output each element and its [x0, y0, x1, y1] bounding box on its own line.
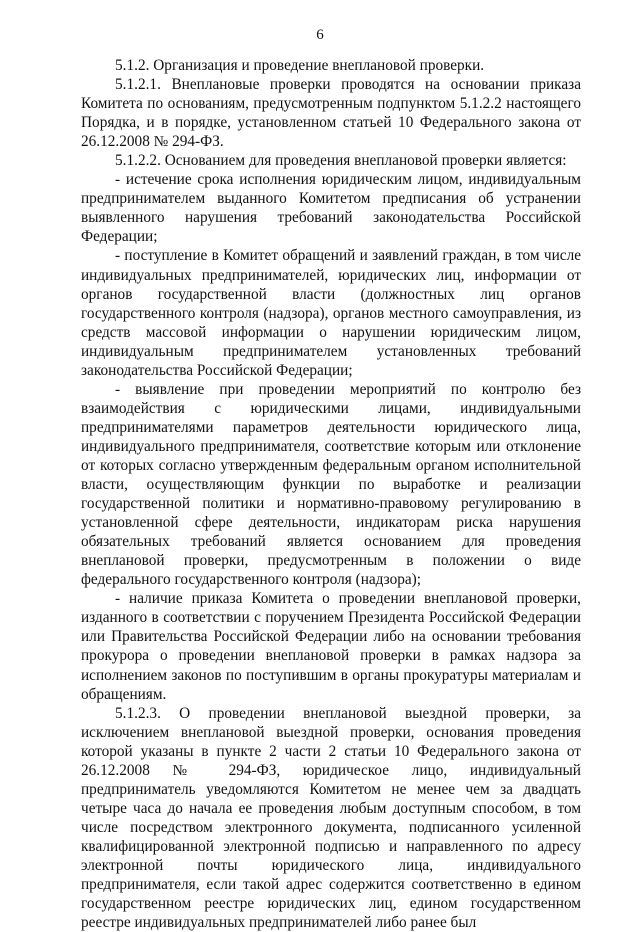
page-number: 6 — [316, 27, 324, 43]
list-item-risk-indicators: - выявление при проведении мероприятий по контролю без взаимодействия с юридическими лицами, индивидуальными предпринимателями параметров деятельности юридического лица, индивидуального предпринимателя, соответствие которым или отклонение от которых согласно утвержденным федеральным органом исполнительной власти, осуществляющим функции по выработке и реализации государственной политики и нормативно-правовому регулированию в установленной сфере деятельности, индикаторам риска нарушения обязательных требований является основанием для проведения внеплановой проверки, предусмотренным в положении о виде федерального государственного контроля (надзора); — [81, 380, 581, 589]
paragraph-5-1-2-1: 5.1.2.1. Внеплановые проверки проводятся на основании приказа Комитета по основаниям, предусмотренным подпунктом 5.1.2.2 настоящего Порядка, и в порядке, установленном статьей 10 Федерального закона от 26.12.2008 № 294-ФЗ. — [81, 76, 581, 151]
list-item-citizen-appeals: - поступление в Комитет обращений и заявлений граждан, в том числе индивидуальных предпринимателей, юридических лиц, информации от органов государственной власти (должностных лиц органов государственного контроля (надзора), органов местного самоуправления, из средств массовой информации о нарушении юридическим лицом, индивидуальным предпринимателем установленных требований законодательства Российской Федерации; — [81, 247, 581, 379]
paragraph-5-1-2-2: 5.1.2.2. Основанием для проведения внеплановой проверки является: — [115, 152, 567, 170]
paragraph-5-1-2-3: 5.1.2.3. О проведении внеплановой выездной проверки, за исключением внеплановой выездной проверки, основания проведения которой указаны в пункте 2 части 2 статьи 10 Федерального закона от 26.12.2008 № 294-ФЗ, юридическое лицо, индивидуальный предприниматель уведомляются Комитетом не менее чем за двадцать четыре часа до начала ее проведения любым доступным способом, в том числе посредством электронного документа, подписанного усиленной квалифицированной электронной подписью и направленного по адресу электронной почты юридического лица, индивидуального предпринимателя, если такой адрес содержится соответственно в едином государственном реестре юридических лиц, едином государственном реестре индивидуальных предпринимателей либо ранее был — [81, 704, 581, 932]
list-item-committee-order: - наличие приказа Комитета о проведении внеплановой проверки, изданного в соответствии с поручением Президента Российской Федерации или Правительства Российской Федерации либо на основании требования прокурора о проведении внеплановой проверки в рамках надзора за исполнением законов по поступившим в органы прокуратуры материалам и обращениям. — [81, 590, 581, 703]
list-item-deadline-expiry: - истечение срока исполнения юридическим лицом, индивидуальным предпринимателем выданного Комитетом предписания об устранении выявленного нарушения требований законодательства Российской Федерации; — [81, 171, 581, 246]
paragraph-5-1-2-heading: 5.1.2. Организация и проведение внеплановой проверки. — [115, 57, 485, 74]
document-body — [81, 56, 581, 932]
